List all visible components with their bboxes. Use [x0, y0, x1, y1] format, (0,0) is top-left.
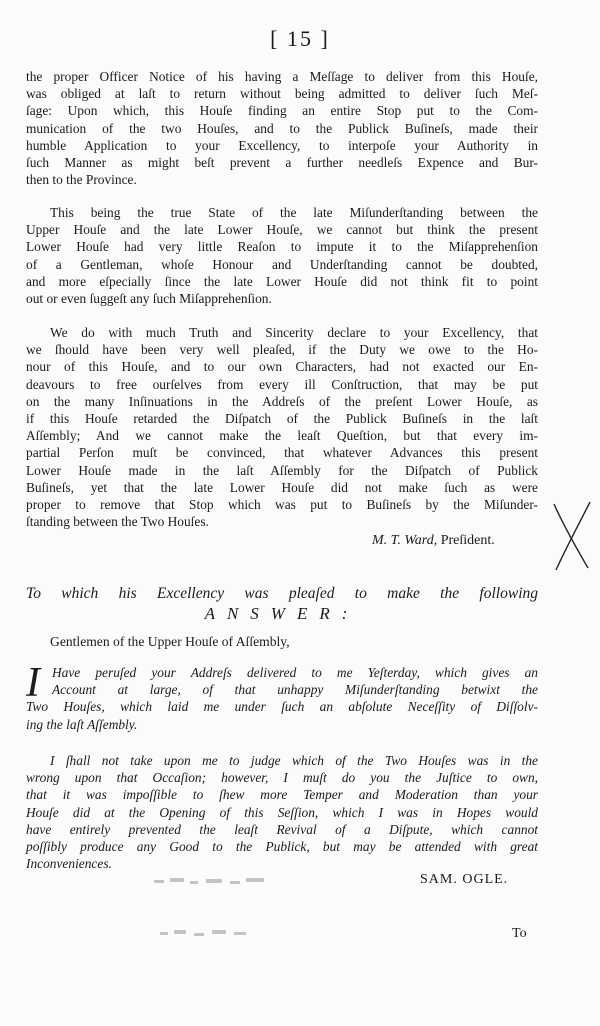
text-line: of a Gentleman, whoſe Honour and Underſtanding cannot be doubted,	[26, 256, 538, 272]
salutation: Gentlemen of the Upper Houſe of Aſſembly,	[50, 634, 290, 649]
heading-answer: ANSWER:	[204, 604, 360, 623]
text-line: deavours to free ourſelves from every ill Conſtruction, that may be put	[26, 376, 538, 392]
text-line: then to the Province.	[26, 172, 137, 188]
text-line: I ſhall not take upon me to judge which of the Two Houſes was in the	[50, 753, 538, 768]
text-line: was obliged at laſt to return without being admitted to deliver ſuch Meſ-	[26, 86, 538, 102]
text-line: if this Houſe retarded the Diſpatch of the Publick Buſineſs in the laſt	[26, 411, 538, 427]
text-line: Aſſembly; And we cannot make the leaſt Queſtion, but that every im-	[26, 428, 538, 444]
page-number: [ 15 ]	[270, 26, 330, 51]
text-line: Lower Houſe made in the laſt Aſſembly for the Diſpatch of Publick	[26, 462, 538, 478]
text-line: munication of the two Houſes, and to the Publick Buſineſs, made their	[26, 120, 538, 136]
text-line: poſſibly produce any Good to the Publick, but may be attended with great	[26, 839, 538, 855]
text-line: Inconveniences.	[26, 856, 112, 872]
text-line: ing the laſt Aſſembly.	[26, 716, 138, 732]
text-line: ſuch Manner as might beſt prevent a further needleſs Expence and Bur-	[26, 155, 538, 171]
answer-paragraph-1	[26, 664, 538, 733]
text-line: on the many Inſinuations in the Addreſs of the preſent Lower Houſe, as	[26, 393, 538, 409]
text-line: proper to remove that Stop which was put to Buſineſs by the Miſunder-	[26, 497, 538, 513]
text-line: Houſe did at the Opening of this Seſſion, which I was in Hopes would	[26, 804, 538, 820]
text-line: wrong upon that Occaſion; however, I muſt do you the Juſtice to own,	[26, 770, 538, 786]
faint-smudge-marks	[150, 872, 290, 948]
signature-ogle: SAM. OGLE.	[420, 872, 509, 887]
text-line: Buſineſs, yet that the late Lower Houſe did not make ſuch as were	[26, 479, 538, 495]
answer-paragraph-2	[26, 752, 538, 872]
heading-line: To which his Excellency was pleaſed to make the following	[26, 585, 538, 602]
signer-name: M. T. Ward,	[372, 533, 438, 548]
text-line: that it was impoſſible to ſhew more Temper and Moderation than your	[26, 787, 538, 803]
text-line: have entirely prevented the leaſt Revival of a Diſpute, which cannot	[26, 821, 538, 837]
text-line: the proper Officer Notice of his having a Meſſage to deliver from this Houſe,	[26, 69, 538, 84]
text-line: Two Houſes, which laid me under ſuch an abſolute Neceſſity of Diſſolv-	[26, 699, 538, 715]
signature-ward	[372, 533, 495, 549]
paragraph-1	[26, 68, 538, 188]
text-line: ſage: Upon which, this Houſe finding an entire Stop put to the Com-	[26, 103, 538, 119]
text-line: Account at large, of that unhappy Miſunderſtanding betwixt the	[52, 682, 538, 698]
text-line: we ſhould have been very well pleaſed, if the Duty we owe to the Ho-	[26, 342, 538, 358]
drop-cap: I	[26, 660, 40, 706]
signer-role: Preſident.	[440, 533, 495, 548]
text-line: partial Perſon muſt be convinced, that whatever Advances this present	[26, 445, 538, 461]
text-line: humble Application to your Excellency, to interpoſe your Authority in	[26, 137, 538, 153]
text-line: ſtanding between the Two Houſes.	[26, 514, 209, 530]
text-line: This being the true State of the late Miſunderſtanding between the	[50, 205, 538, 220]
text-line: Upper Houſe and the late Lower Houſe, we cannot but think the present	[26, 222, 538, 238]
text-line: out or even ſuggeſt any ſuch Miſapprehenſion.	[26, 291, 272, 307]
catchword: To	[512, 926, 527, 941]
paragraph-3	[26, 324, 538, 530]
text-line: We do with much Truth and Sincerity declare to your Excellency, that	[50, 325, 538, 340]
text-line: Have peruſed your Addreſs delivered to me Yeſterday, which gives an	[52, 665, 538, 680]
text-line: and more eſpecially ſince the late Lower Houſe did not think fit to point	[26, 273, 538, 289]
paragraph-2	[26, 204, 538, 307]
answer-heading	[26, 584, 538, 624]
text-line: nour of this Houſe, and to our own Characters, had not exacted our En-	[26, 359, 538, 375]
text-line: Lower Houſe had very little Reaſon to impute it to the Miſapprehenſion	[26, 239, 538, 255]
handwritten-x-mark	[548, 500, 594, 572]
